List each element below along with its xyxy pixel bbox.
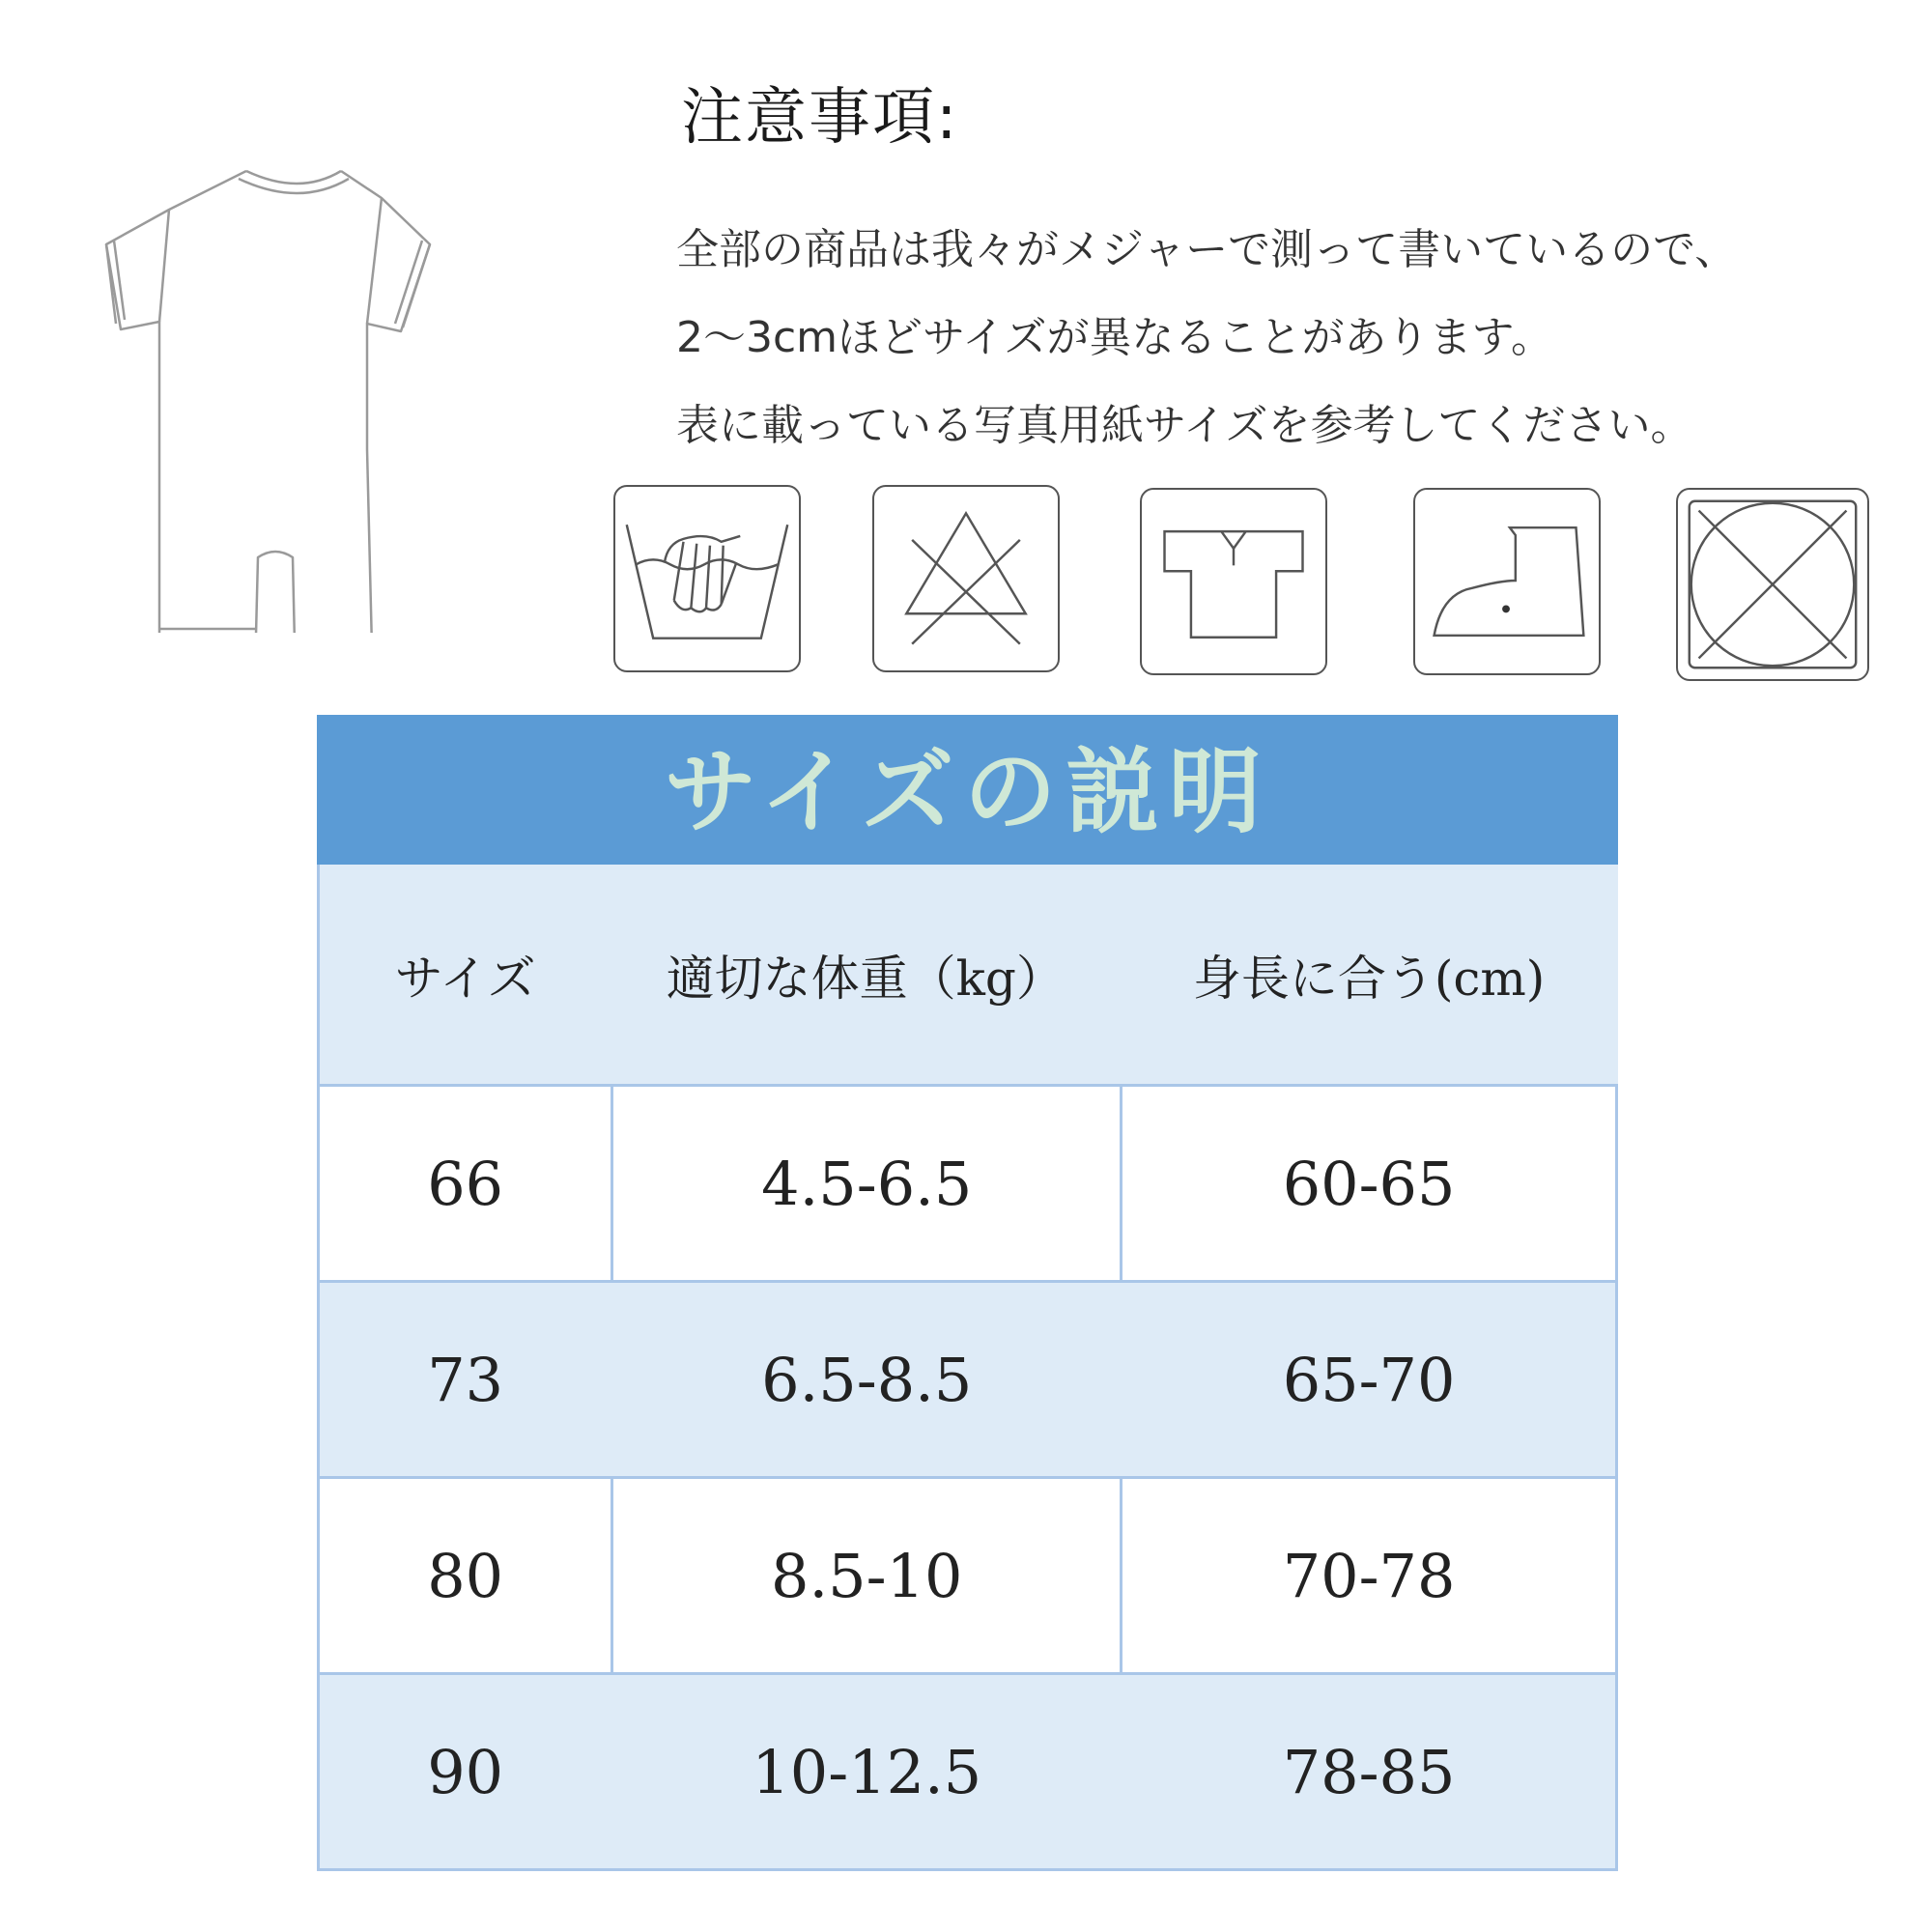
note-line: 全部の商品は我々がメジャーで測って書いているので、 <box>676 225 1738 274</box>
note-line: 2～3cmほどサイズが異なることがあります。 <box>676 313 1553 362</box>
romper-outline-icon <box>92 159 497 633</box>
size-cell: 66 <box>427 1148 504 1219</box>
table-row <box>317 1087 1618 1283</box>
size-table <box>317 715 1618 1871</box>
table-row <box>317 1479 1618 1675</box>
table-row <box>317 1675 1618 1871</box>
height-cell: 70-78 <box>1120 1479 1618 1672</box>
height-cell: 78-85 <box>1120 1675 1618 1868</box>
column-header-height: 身長に合う(cm) <box>1192 950 1546 1007</box>
column-header-weight: 適切な体重（kg） <box>666 950 1065 1007</box>
hand-wash-icon <box>613 485 801 672</box>
height-cell: 60-65 <box>1120 1087 1618 1280</box>
weight-cell: 10-12.5 <box>752 1736 982 1807</box>
size-cell: 73 <box>427 1344 504 1415</box>
iron-low-heat-icon <box>1413 488 1601 675</box>
weight-cell: 6.5-8.5 <box>761 1344 973 1415</box>
height-cell: 65-70 <box>1120 1283 1618 1476</box>
size-cell: 90 <box>427 1736 504 1807</box>
column-header-size: サイズ <box>394 950 536 1007</box>
table-header-row <box>317 865 1618 1087</box>
no-tumble-dry-icon <box>1676 488 1869 681</box>
weight-cell: 8.5-10 <box>611 1479 1120 1672</box>
table-row <box>317 1283 1618 1479</box>
note-line: 表に載っている写真用紙サイズを参考してください。 <box>676 401 1693 450</box>
no-bleach-icon <box>872 485 1060 672</box>
size-cell: 80 <box>427 1540 504 1611</box>
notes-title: 注意事項: <box>681 82 959 154</box>
size-table-title: サイズの説明 <box>317 715 1618 865</box>
weight-cell: 4.5-6.5 <box>611 1087 1120 1280</box>
hang-dry-icon <box>1140 488 1327 675</box>
